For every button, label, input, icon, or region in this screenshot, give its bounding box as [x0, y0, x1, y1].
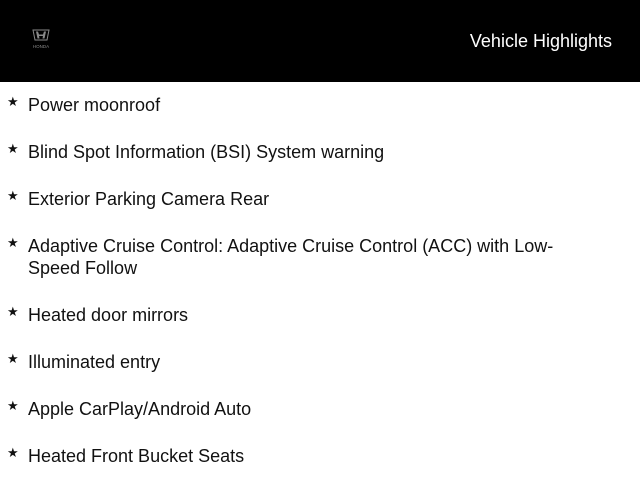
list-item	[0, 398, 640, 420]
star-icon: ★	[7, 399, 19, 414]
highlight-text: Exterior Parking Camera Rear	[28, 189, 270, 209]
star-icon: ★	[7, 236, 19, 251]
list-item	[0, 235, 640, 279]
highlight-text: Power moonroof	[28, 95, 161, 115]
highlight-text: Blind Spot Information (BSI) System warning	[28, 142, 385, 162]
star-icon: ★	[7, 305, 19, 320]
list-item	[0, 188, 640, 210]
honda-logo-icon	[26, 28, 56, 50]
highlight-text: Apple CarPlay/Android Auto	[28, 399, 252, 419]
star-icon: ★	[7, 352, 19, 367]
star-icon: ★	[7, 142, 19, 157]
logo-wordmark: HONDA	[32, 44, 50, 49]
list-item	[0, 445, 640, 467]
highlights-list	[0, 94, 640, 492]
header-bar	[0, 0, 640, 82]
page-title: Vehicle Highlights	[469, 31, 612, 51]
highlight-text: Illuminated entry	[28, 352, 161, 372]
highlight-text: Heated door mirrors	[28, 305, 189, 325]
star-icon: ★	[7, 95, 19, 110]
highlight-text: Heated Front Bucket Seats	[28, 446, 245, 466]
star-icon: ★	[7, 189, 19, 204]
list-item	[0, 304, 640, 326]
highlight-text: Adaptive Cruise Control: Adaptive Cruise Control (ACC) with Low-Speed Follow	[28, 236, 554, 278]
list-item	[0, 351, 640, 373]
list-item	[0, 94, 640, 116]
star-icon: ★	[7, 446, 19, 461]
list-item	[0, 141, 640, 163]
